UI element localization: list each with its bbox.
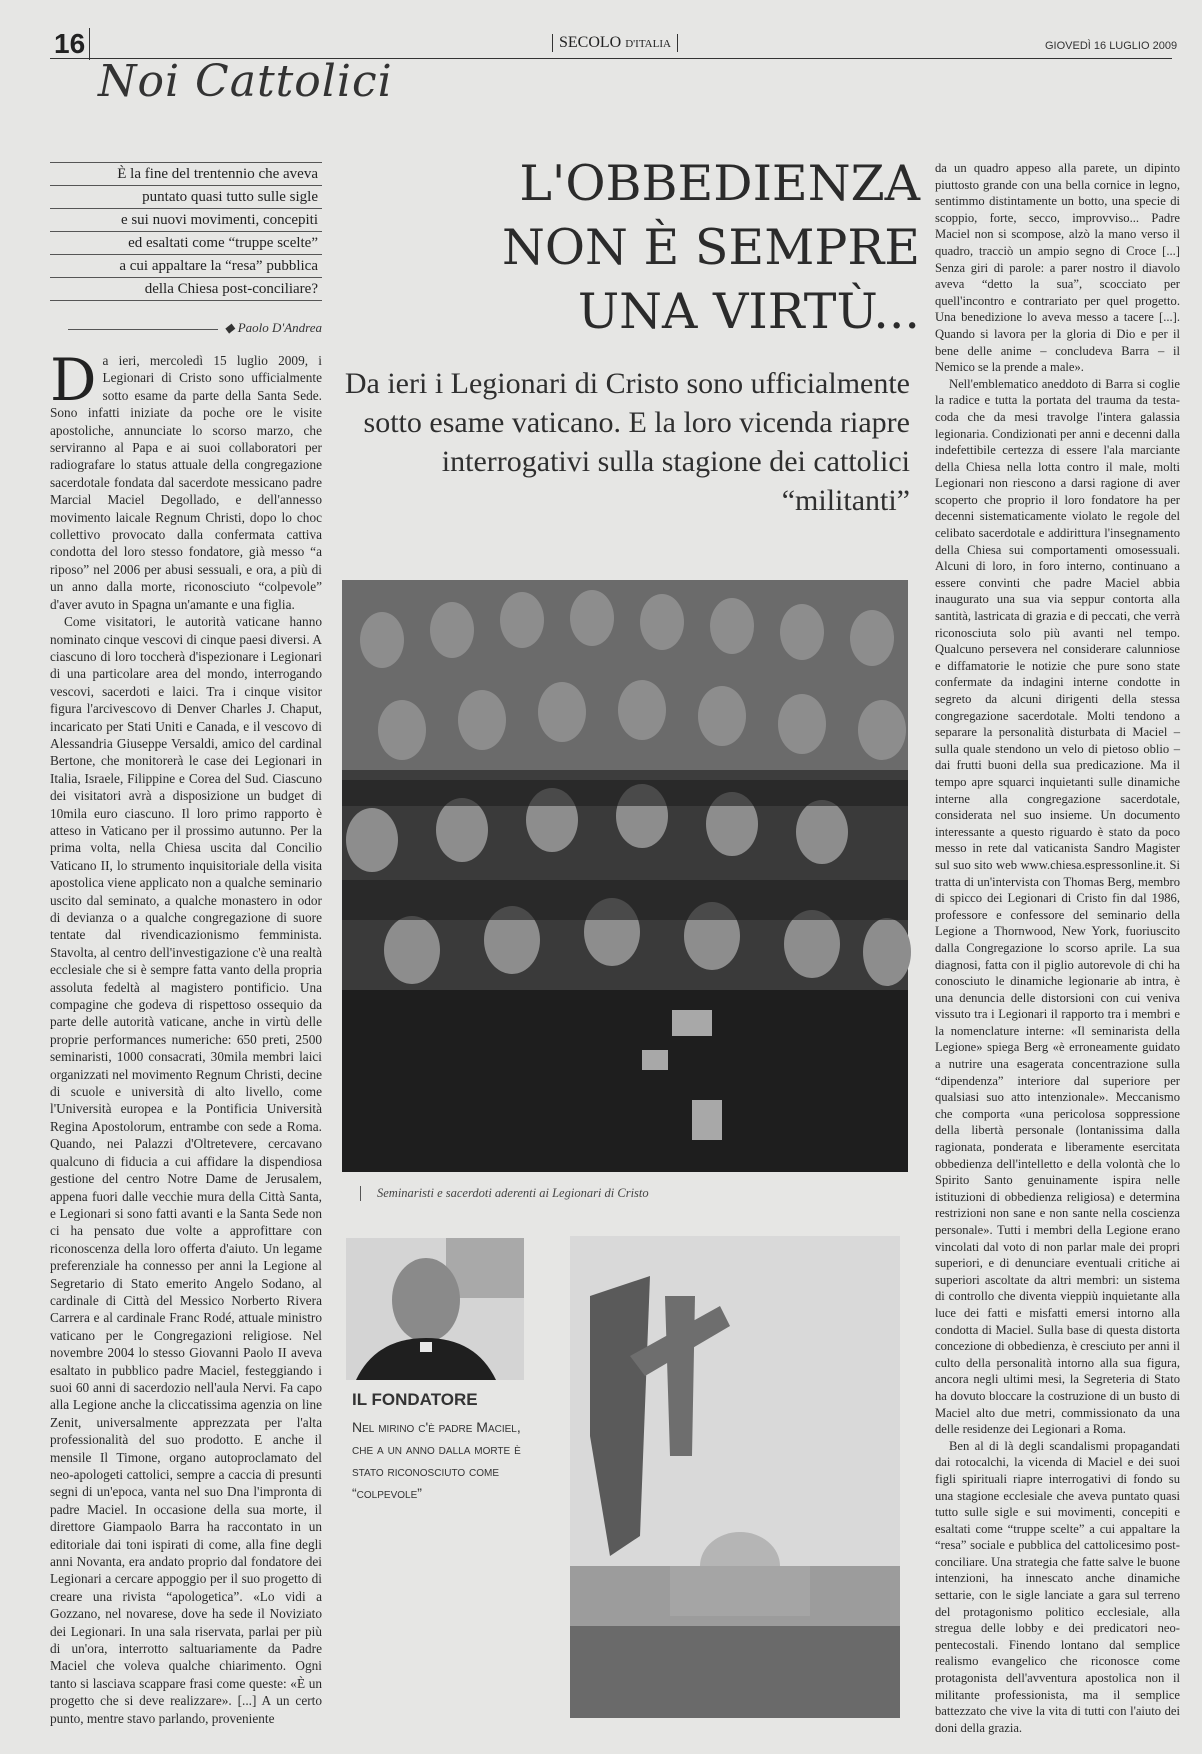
headline-line: UNA VIRTÙ... <box>577 283 920 340</box>
drop-cap: D <box>50 346 97 414</box>
masthead-suffix: D'ITALIA <box>625 38 671 50</box>
pull-quote-line: e sui nuovi movimenti, concepiti <box>50 208 322 231</box>
st-peters-photo <box>570 1236 900 1718</box>
right-article-column <box>935 160 1180 1735</box>
paragraph-text: a ieri, mercoledì 15 luglio 2009, i Legionari di Cristo sono ufficialmente sotto esame da parte della Santa Sede. Sono infatti iniziate da poche ore le visite apostoliche, annunciate lo scorso marzo, che serviranno al Papa e ai suoi collaboratori per radiografare lo status attuale della congregazione sacerdotale fondata dal sacerdote messicano padre Marcial Maciel Degollado, e dell'annesso movimento laicale Regnum Christi, dopo lo choc collettivo provocato dalla confermata cattiva condotta del loro stesso fondatore, già messo “a riposo” nel 2006 per abusi sessuali, e ora, a più di un anno dalla morte, riconosciuto “colpevole” d'aver avuto in Spagna un'amante e una figlia. <box>50 353 322 612</box>
founder-box-text: Nel mirino c'è padre Maciel, che a un anno dalla morte è stato riconosciuto come “colpevole” <box>352 1419 521 1501</box>
pull-quote-line: puntato quasi tutto sulle sigle <box>50 185 322 208</box>
byline-rule <box>68 329 218 330</box>
article-paragraph: Nell'emblematico aneddoto di Barra si coglie la radice e tutta la portata del trauma da testa-coda che da mesi travolge l'intera galassia legionaria. Condizionati per anni e decenni dalla indefettibile certezza di essere l'ala marciante della Chiesa nella lotta contro il male, molti Legionari non riescono a darsi ragione di aver scoperto che proprio il loro fondatore ha per decenni sistematicamente violato le regole del celibato sacerdotale e addirittura l'insegnamento della Chiesa sui comportamenti omosessuali. Alcuni di loro, in foro interno, continuano a essere convinti che padre Maciel abbia inaugurato una sua via seppur contorta alla santità, lastricata di grazia e di peccati, che verrà riconosciuta solo più avanti nel tempo. Qualcuno persevera nel considerare calunniose e diffamatorie le notizie che pure sono state confermate da indagini interne condotte in segreto da alcuni dirigenti della stessa congregazione sacerdotale. Molti tendono a separare la personalità disturbata di Maciel – sulla quale stendono un velo di pietoso oblio – dai frutti buoni della sua predicazione. Ma il tempo apre squarci inquietanti sulle dinamiche interne alla congregazione sacerdotale, considerata nel suo insieme. Un documento interessante a questo riguardo è stato da poco messo in rete dal vaticanista Sandro Magister sul suo sito web www.chiesa.espressonline.it. Si tratta di un'intervista con Thomas Berg, membro di spicco dei Legionari di Cristo fin dal 1986, professore e confessore del seminario della Legione a Thornwood, New York, fuoriuscito dalla Congregazione lo scorso aprile. La sua diagnosi, fatta con il piglio autorevole di chi ha conosciuto le dinamiche legionarie ab intra, è una denuncia delle distorsioni con cui veniva vissuto tra i Legionari il rapporto tra i membri e la nomenclature interne: «Il seminarista della Legione» spiega Berg «è erroneamente guidato a nutrire una esagerata concentrazione sulla “dipendenza” interiore dal superiore per qualsiasi suo atto intenzionale». Meccanismo che comporta «una pericolosa soppressione della libertà personale (lontanissima dalla ragionata, ponderata e liberamente esercitata obbedienza dell'intelletto e della volontà che lo Spirito Santo genuinamente ispira nelle istituzioni di obbedienza religiosa) e determina restrizioni non sane e non sante nella coscienza personale». Tutti i membri della Legione erano vincolati dal voto di non parlar male dei propri superiori, e di denunciare eventuali critiche ai superiori ascoltate da altri membri: un sistema di controllo che diventa vieppiù inquietante alla luce dei fatti e misfatti emersi intorno alla condotta di Maciel. Sulla base di questa distorta concezione di obbedienza, è cresciuto per anni il culto della personalità intorno alla sua figura, ancora negli ultimi mesi, la Segreteria di Stato ha dovuto bloccare la costruzione di un busto di Maciel alto due metri, commissionato da una delle residenze dei Legionari a Roma. <box>935 376 1180 1437</box>
headline-line: L'OBBEDIENZA <box>519 155 920 212</box>
founder-photo <box>346 1238 524 1380</box>
headline <box>470 152 920 344</box>
pull-quote-line: della Chiesa post-conciliare? <box>50 277 322 301</box>
masthead-name: SECOLO <box>559 34 622 51</box>
page-number: 16 <box>54 28 90 60</box>
section-title: Noi Cattolici <box>98 56 393 107</box>
founder-photo-graphic <box>346 1238 524 1380</box>
byline: ◆ Paolo D'Andrea <box>50 320 322 336</box>
seminarians-photo <box>342 580 908 1172</box>
article-paragraph: Ben al di là degli scandalismi propagandati dai rotocalchi, la vicenda di Maciel e dei suoi figli spirituali riapre interrogativi di fondo su una stagione ecclesiale che aveva puntato quasi tutto sulle sigle e sui movimenti, concepiti e esaltati come “truppe scelte” a cui appaltare la “resa” sociale e pubblica del cattolicesimo post-conciliare. Una strategia che fatte salve le buone intenzioni, ha innescato anche dinamiche settarie, con le sigle lanciate a gara sul terreno del protagonismo politico ecclesiale, alla stregua delle lobby e dei predicatori neo-pentecostali. Finendo lontano dal semplice realismo evangelico che riconosce come protagonista dell'avventura apostolica non il militante professionista, ma il semplice battezzato che vive la vita di tutti con l'aiuto dei doni della grazia. <box>935 1438 1180 1735</box>
article-paragraph <box>50 346 322 613</box>
pull-quote-line: ed esaltati come “truppe scelte” <box>50 231 322 254</box>
seminarians-photo-graphic <box>342 580 908 1172</box>
article-paragraph: da un quadro appeso alla parete, un dipinto piuttosto grande con una bella cornice in legno, sentimmo distintamente un botto, una specie di scoppio, forte, secco, improvviso... Padre Maciel non si scompose, alzò la mano verso il quadro, tracciò un ampio segno di Croce [...] Senza giri di parole: a parer nostro il diavolo aveva “detto la sua”, scocciato per quell'incontro e contrariato per quel progetto. Una benedizione lo aveva messo a tacere [...]. Quando si lavora per la gloria di Dio e per il bene delle anime – concludeva Barra – il Nemico se la prende a male». <box>935 161 1180 375</box>
pull-quote-line: a cui appaltare la “resa” pubblica <box>50 254 322 277</box>
pull-quote <box>50 162 322 301</box>
st-peters-photo-graphic <box>570 1236 900 1718</box>
masthead <box>552 34 678 52</box>
article-paragraph: Come visitatori, le autorità vaticane hanno nominato cinque vescovi di cinque paesi diversi. A ciascuno di loro toccherà d'ispezionare i Legionari di una particolare area del mondo, interrogando vescovi, sacerdoti e laici. Tra i cinque visitor figura l'arcivescovo di Denver Charles J. Chaput, incaricato per Stati Uniti e Canada, e il vescovo di Alessandria Giuseppe Versaldi, amico del cardinal Bertone, che monitorerà le case dei Legionari in Italia, Israele, Filippine e Corea del Sud. Ciascuno dei visitatori avrà a disposizione un budget di 10mila euro ciascuno. Il loro primo rapporto è atteso in Vaticano per il prossimo autunno. Per la prima volta, nella Chiesa uscita dal Concilio Vaticano II, lo strumento inquisitoriale della visita apostolica viene applicato non a qualche seminario uscito dal seminato, a qualche monastero in odor di devianza o a qualche congregazione di suore tentate dal rivendicazionismo femminista. Stavolta, al centro dell'investigazione c'è una realtà ecclesiale che si è sempre fatta vanto della propria assoluta fedeltà al magistero pontificio. Una compagine che godeva di rispettoso ossequio da parte delle autorità vaticane, anche in virtù delle proprie performances numeriche: 650 preti, 2500 seminaristi, 1000 consacrati, 30mila membri laici organizzati nel movimento Regnum Christi, decine di scuole e università di alto livello, come l'Università europea e la Pontificia Università Regina Apostolorum, entrambe con sede a Roma. Quando, nei Palazzi d'Oltretevere, cercavano qualcuno di fiducia a cui affidare la dispendiosa gestione del centro Notre Dame de Jerusalem, appena fuori dalle vecchie mura della Città Santa, e Legionari si sono fatti avanti e la Santa Sede non ci ha pensato due volte a approfittare con riconoscenza della loro offerta d'aiuto. Un legame preferenziale ha connesso per anni la Legione al Segretario di Stato emerito Angelo Sodano, al cardinale di Città del Messico Norberto Rivera Carrera e al cardinale Franc Rodé, attuale ministro vaticano per le Congregazioni religiose. Nel novembre 2004 lo stesso Giovanni Paolo II aveva esaltato in pubblico padre Maciel, festeggiando i suoi 60 anni di sacerdozio nell'aula Nervi. Fa capo alla Legione anche la cliccatissima agenzia on line Zenit, universalmente apprezzata per l'alta professionalità del suo prodotto. E anche il mensile Il Timone, organo autoproclamato del neo-apologeti cattolici, sempre a caccia di presunti segni di un'epoca, vanta nel suo Dna l'impronta di padre Maciel. In occasione della sua morte, il direttore Giampaolo Barra ha raccontato in un editoriale dai toni ispirati di come, alla fine degli anni Novanta, era andato proprio dal fondatore dei Legionari a cercare appoggio per il suo progetto di creare una rivista “apologetica”. «Lo vidi a Gozzano, nel novarese, dove ha sede il Noviziato dei Legionari. In una sala riservata, parlai per più di un'ora, interrotto saltuariamente da Padre Maciel che voleva qualche chiarimento. Ogni tanto si lasciava scappare frasi come queste: «È un progetto che si deve realizzare». [...] A un certo punto, mentre stavo parlando, proveniente <box>50 614 322 1726</box>
pull-quote-line: È la fine del trentennio che aveva <box>50 162 322 185</box>
headline-line: NON È SEMPRE <box>502 219 920 276</box>
author-name: Paolo D'Andrea <box>237 320 322 335</box>
left-article-column <box>50 346 322 1726</box>
issue-date: GIOVEDÌ 16 LUGLIO 2009 <box>1045 40 1178 52</box>
subheadline: Da ieri i Legionari di Cristo sono ufficialmente sotto esame vaticano. E la loro vicenda riapre interrogativi sulla stagione dei cattolici “militanti” <box>344 367 910 517</box>
founder-box-title: IL FONDATORE <box>352 1390 478 1409</box>
photo-caption: Seminaristi e sacerdoti aderenti ai Legionari di Cristo <box>360 1186 937 1201</box>
